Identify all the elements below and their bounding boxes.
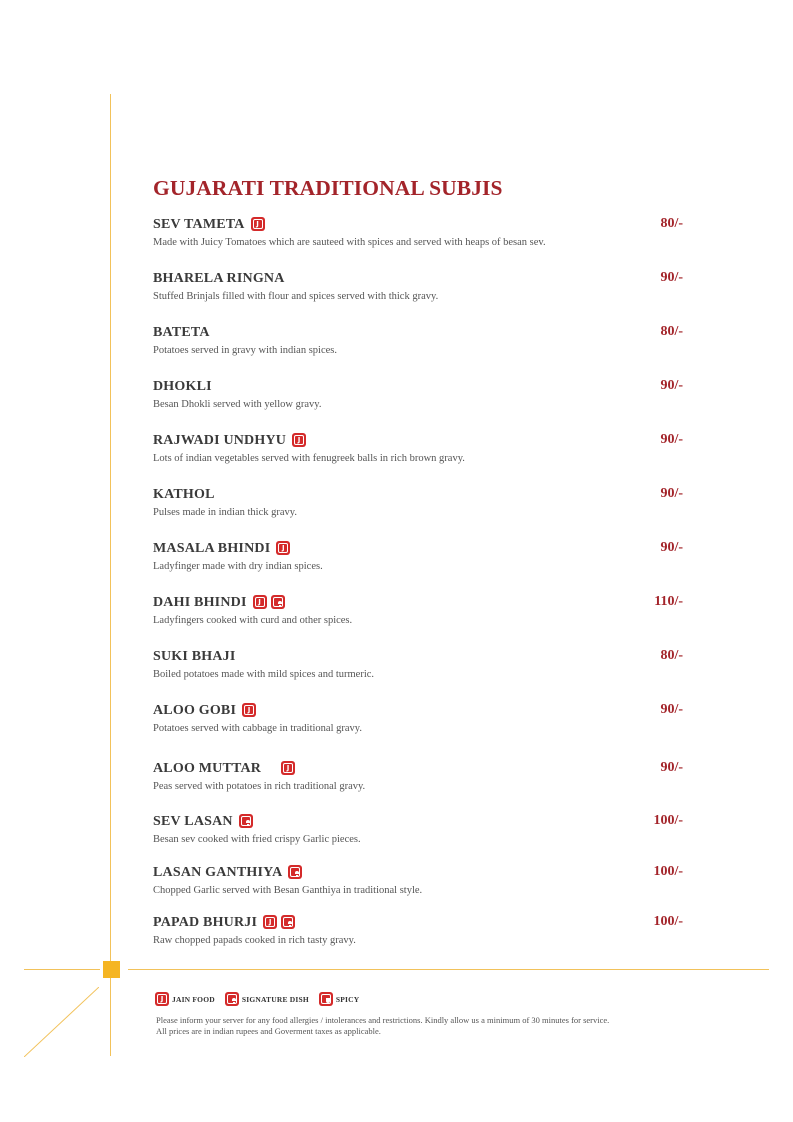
jain-icon: J [292,433,306,447]
item-description: Ladyfinger made with dry indian spices. [153,561,323,572]
item-description: Pulses made in indian thick gravy. [153,507,297,518]
item-price: 90/- [660,270,683,285]
item-name: DAHI BHINDI [153,595,247,611]
menu-item [153,864,683,896]
item-name: ALOO MUTTAR [153,761,262,777]
item-price: 100/- [653,864,683,879]
item-description: Raw chopped papads cooked in rich tasty gravy. [153,935,356,946]
horizontal-rule-left [24,969,100,970]
signature-dish-icon [239,814,253,828]
item-name: ALOO GOBI [153,703,237,719]
item-description: Boiled potatoes made with mild spices and turmeric. [153,669,375,680]
item-price: 90/- [660,760,683,775]
menu-item [153,594,683,626]
item-description: Potatoes served with cabbage in traditional gravy. [153,723,362,734]
item-name: DHOKLI [153,379,212,395]
item-description: Lots of indian vegetables served with fenugreek balls in rich brown gravy. [153,453,465,464]
jain-icon: J [242,703,256,717]
menu-item [153,702,683,734]
item-name: BHARELA RINGNA [153,271,285,287]
item-price: 110/- [654,594,683,609]
jain-icon: J [281,761,295,775]
menu-item [153,914,683,946]
item-name: LASAN GANTHIYA [153,865,283,881]
menu-item [153,378,683,410]
signature-dish-icon [225,992,239,1006]
item-name: PAPAD BHURJI [153,915,258,931]
menu-item [153,324,683,356]
item-description: Chopped Garlic served with Besan Ganthiya in traditional style. [153,885,423,896]
jain-icon: J [251,217,265,231]
item-price: 80/- [660,216,683,231]
menu-item [153,216,683,248]
item-price: 90/- [660,486,683,501]
item-name: RAJWADI UNDHYU [153,433,287,449]
menu-item [153,760,683,792]
corner-square [103,961,120,978]
jain-icon: J [155,992,169,1006]
signature-dish-icon [271,595,285,609]
legend-jain-label: JAIN FOOD [172,994,215,1004]
item-price: 100/- [653,914,683,929]
item-name: SEV TAMETA [153,217,245,233]
item-price: 90/- [660,540,683,555]
item-name: SUKI BHAJI [153,649,236,665]
jain-icon: J [253,595,267,609]
allergy-note: Please inform your server for any food allergies / intolerances and restrictions. Kindly allow us a minimum of 30 minutes for service. [156,1015,610,1025]
menu-item [153,540,683,572]
signature-dish-icon [288,865,302,879]
horizontal-rule-right [128,969,769,970]
item-price: 90/- [660,432,683,447]
item-name: MASALA BHINDI [153,541,271,557]
legend-signature-label: SIGNATURE DISH [241,994,309,1004]
item-description: Besan Dhokli served with yellow gravy. [153,399,322,410]
item-price: 90/- [660,702,683,717]
item-name: BATETA [153,325,210,341]
section-title: GUJARATI TRADITIONAL SUBJIS [153,176,503,200]
item-description: Peas served with potatoes in rich traditional gravy. [153,781,366,792]
jain-icon: J [276,541,290,555]
item-price: 90/- [660,378,683,393]
menu-item [153,813,683,845]
legend [155,990,369,1004]
menu-item [153,486,683,518]
item-description: Made with Juicy Tomatoes which are sauteed with spices and served with heaps of besan sev. [153,237,546,248]
footer-notes [156,1015,609,1037]
signature-dish-icon [281,915,295,929]
item-name: SEV LASAN [153,814,233,830]
menu-item [153,648,683,680]
tax-note: All prices are in indian rupees and Goverment taxes as applicable. [156,1026,381,1036]
spicy-icon [319,992,333,1006]
menu-item [153,432,683,464]
item-name: KATHOL [153,487,215,503]
legend-spicy-label: SPICY [335,994,360,1004]
item-description: Potatoes served in gravy with indian spices. [153,345,338,356]
jain-icon: J [263,915,277,929]
item-description: Besan sev cooked with fried crispy Garlic pieces. [153,834,361,845]
diagonal-rule [24,987,99,1057]
item-price: 80/- [660,324,683,339]
item-description: Stuffed Brinjals filled with flour and spices served with thick gravy. [153,291,439,302]
item-price: 100/- [653,813,683,828]
vertical-rule [110,94,111,1056]
item-description: Ladyfingers cooked with curd and other spices. [153,615,353,626]
menu-item [153,270,683,302]
item-price: 80/- [660,648,683,663]
